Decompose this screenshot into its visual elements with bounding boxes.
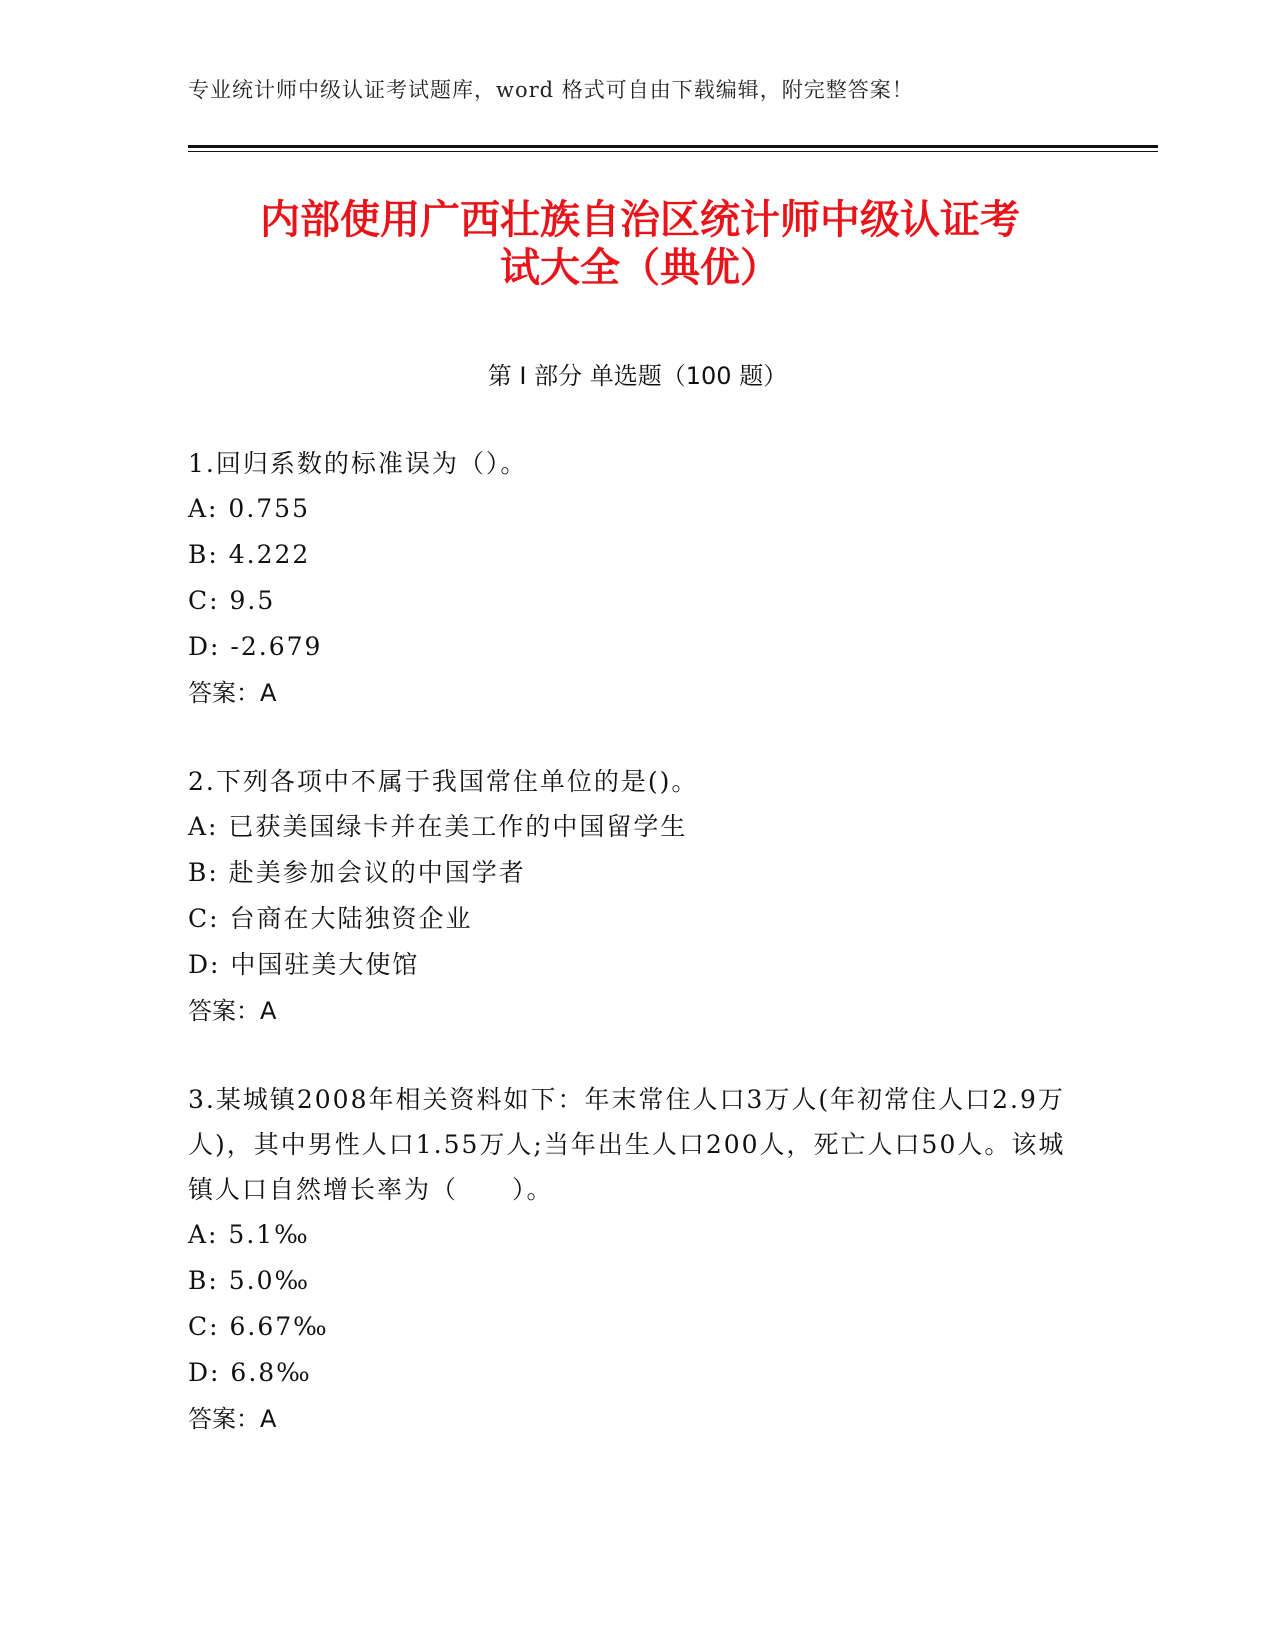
answer: 答案：A xyxy=(188,679,277,707)
option-b: B: 赴美参加会议的中国学者 xyxy=(188,858,526,887)
section-heading: 第 I 部分 单选题（100 题） xyxy=(487,362,788,390)
document-title xyxy=(160,196,1120,292)
option-d: D: 6.8‰ xyxy=(188,1358,312,1387)
option-b: B: 4.222 xyxy=(188,540,311,569)
option-c: C: 9.5 xyxy=(188,586,276,615)
document-title-line-1: 内部使用广西壮族自治区统计师中级认证考 xyxy=(260,197,1020,243)
question-stem: 1.回归系数的标准误为（）。 xyxy=(188,449,528,478)
option-d: D: -2.679 xyxy=(188,632,323,661)
page-header-text: 专业统计师中级认证考试题库，word 格式可自由下载编辑，附完整答案！ xyxy=(188,78,914,102)
document-title-line-2: 试大全（典优） xyxy=(500,245,780,291)
question-3 xyxy=(188,1077,1088,1442)
option-a: A: 5.1‰ xyxy=(188,1220,310,1249)
option-b: B: 5.0‰ xyxy=(188,1266,311,1295)
option-c: C: 6.67‰ xyxy=(188,1312,329,1341)
answer: 答案：A xyxy=(188,1405,277,1433)
question-1 xyxy=(188,441,1088,716)
header-divider-thick xyxy=(188,145,1158,148)
question-stem: 3.某城镇2008年相关资料如下：年末常住人口3万人(年初常住人口2.9万人)，其中男性人口1.55万人;当年出生人口200人，死亡人口50人。该城镇人口自然增长率为（ ）。 xyxy=(188,1085,1066,1204)
option-a: A: 已获美国绿卡并在美工作的中国留学生 xyxy=(188,812,688,841)
option-a: A: 0.755 xyxy=(188,494,310,523)
question-2 xyxy=(188,759,1088,1034)
option-d: D: 中国驻美大使馆 xyxy=(188,950,420,979)
question-stem: 2.下列各项中不属于我国常住单位的是()。 xyxy=(188,767,699,796)
header-divider-thin xyxy=(188,151,1158,152)
answer: 答案：A xyxy=(188,997,277,1025)
option-c: C: 台商在大陆独资企业 xyxy=(188,904,473,933)
